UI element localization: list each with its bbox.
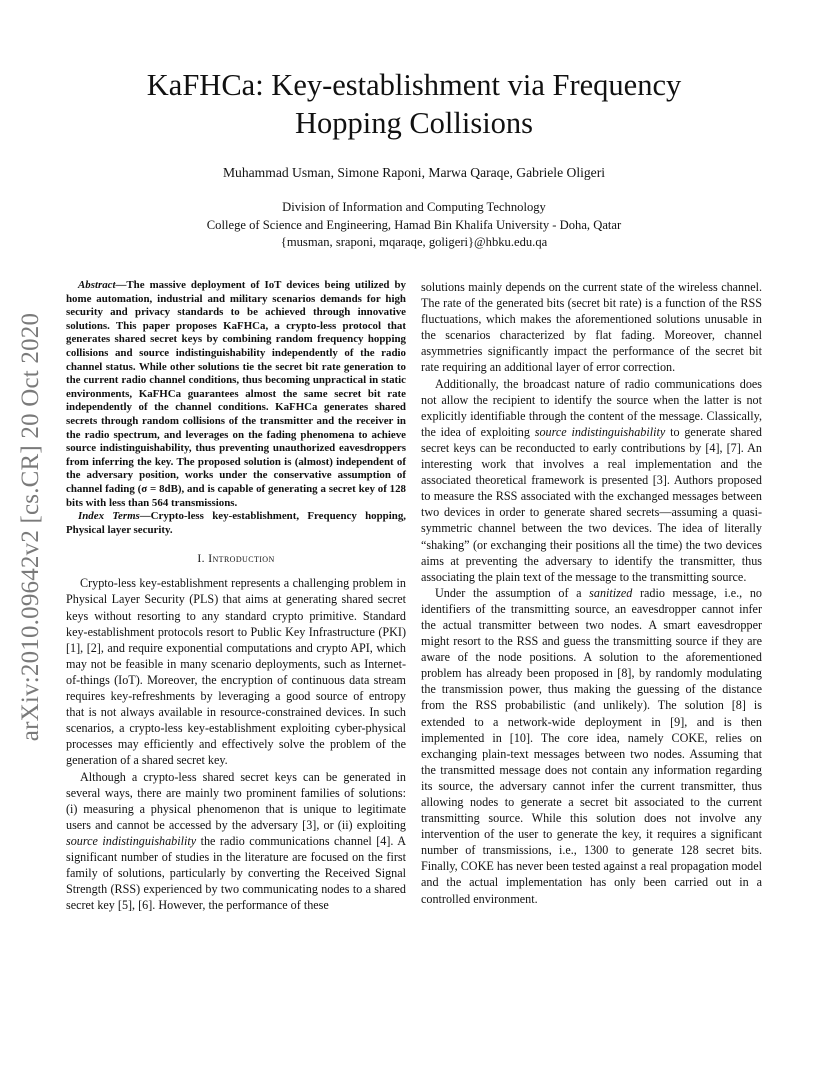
affiliation-emails: {musman, sraponi, mqaraqe, goligeri}@hbku.edu.qa: [280, 235, 548, 249]
intro-paragraph-3: solutions mainly depends on the current state of the wireless channel. The rate of the generated bits (secret bit rate) is a function of the RSS fluctuations, which makes the aforementioned solutions unusable in the scenarios characterized by flat fading. Moreover, channel asymmetries significantly impact the performance of the secret bit rate requiring an additional layer of error correction.: [421, 280, 762, 375]
affiliation-college: College of Science and Engineering, Hamad Bin Khalifa University - Doha, Qatar: [206, 217, 622, 232]
paragraph-text: Under the assumption of a: [435, 585, 590, 600]
title-line-2: Hopping Collisions: [294, 106, 534, 140]
abstract: [66, 279, 406, 510]
paragraph-text: Although a crypto-less shared secret keys can be generated in several ways, there are mainly two prominent families of solutions: (i) measuring a physical phenomenon that is unique to legitimate users and cannot be accessed by the adversary [3], or (ii) exploiting: [66, 769, 406, 832]
emphasis-text: source indistinguishability: [534, 424, 666, 439]
affiliation-block: [60, 199, 768, 252]
title-line-1: KaFHCa: Key-establishment via Frequency: [146, 68, 682, 102]
emphasis-text: source indistinguishability: [66, 833, 197, 848]
arxiv-identifier-text: arXiv:2010.09642v2 [cs.CR] 20 Oct 2020: [17, 312, 45, 742]
index-terms-label: Index Terms: [78, 510, 140, 523]
paragraph-text: the radio communications channel [4]. A significant number of studies in the literature are focused on the first family of solutions, particularly by converting the Received Signal Strength (RSS) experienced by two communicating nodes to a shared secret key [5], [6]. However, the performance of these: [66, 833, 406, 913]
abstract-text: —The massive deployment of IoT devices being utilized by home automation, industrial and military scenarios demands for high security and privacy standards to be achieved through innovative solutions. This paper proposes KaFHCa, a crypto-less protocol that generates shared secret keys by combining random frequency hopping collisions and source indistinguishability independently of the radio channel status. While other solutions tie the secret bit rate generation to the current radio channel conditions, thus becoming unpractical in static environments, KaFHCa guarantees almost the same secret bit rate independently of the channel conditions. KaFHCa generates shared secrets through random collisions of the transmitter and the receiver in the radio spectrum, and leverages on the fading phenomena to achieve source indistinguishability, thus preventing unauthorized eavesdroppers from inferring the key. The proposed solution is (almost) independent of the adversary position, works under the conservative assumption of channel fading (σ = 8dB), and is capable of generating a secret key of 128 bits with less than 564 transmissions.: [66, 279, 406, 509]
index-terms: [66, 510, 406, 537]
paragraph-text: Additionally, the broadcast nature of radio communications does not allow the recipient to identify the source when the latter is not explicitly identifiable through the content of the message. Classically, the idea of exploiting: [421, 376, 762, 439]
emphasis-text: sanitized: [589, 585, 633, 600]
intro-paragraph-4: [421, 376, 762, 585]
section-number: I.: [197, 552, 205, 566]
intro-paragraph-2: [66, 769, 406, 914]
arxiv-identifier-stamp: [17, 292, 45, 762]
paper-title-block: [60, 66, 768, 142]
intro-paragraph-1: Crypto-less key-establishment represents a challenging problem in Physical Layer Security (PLS) that aims at generating shared secret keys without resorting to any standard crypto primitive. Standard key-establishment protocols resort to Public Key Infrastructure (PKI) [1], [2], and require exponential computations and crypto API, which may not be feasible in many scenario deployments, such as Internet-of-things (IoT). Moreover, the encryption of continuous data stream requires key-refreshments by leveraging a good source of entropy that is not always available in resource-constrained devices. In such scenarios, a crypto-less key-establishment exploiting cyber-physical processes may efficiently and effectively solve the problem of the generation of a shared secret key.: [66, 576, 406, 768]
intro-paragraph-5: [421, 585, 762, 907]
paragraph-text: radio message, i.e., no identifiers of the transmitting source, an eavesdropper cannot infer the actual transmitter between two nodes. A smart eavesdropper might resort to the RSS and guess the transmitting source if they are aware of the node positions. A solution to the aforementioned problem has already been proposed in [8], by randomly modulating the transmission power, thus making the guessing of the distance from the RSS probabilistic (and unlikely). The solution [8] is extended to a network-wide deployment in [9], and is then implemented in [10]. The core idea, namely COKE, relies on exchanging plain-text messages between two nodes. Assuming that the transmitted message does not contain any information regarding its source, the adversary cannot infer the current transmitter, thus allowing nodes to generate a secret bit associated to the current transmitting source. While this solution does not involve any intervention of the user to generate the key, it requires a significant number of transmissions, i.e., 1300 to generate 128 secret bits. Finally, COKE has never been tested against a real propagation model and the actual implementation has only been carried out in a controlled environment.: [421, 585, 762, 906]
author-list: Muhammad Usman, Simone Raponi, Marwa Qaraqe, Gabriele Oligeri: [222, 165, 606, 180]
abstract-label: Abstract: [78, 279, 116, 291]
paragraph-text: to generate shared secret keys can be reconducted to early contributions by [4], [7]. An interesting work that involves a real implementation and the associated theoretical framework is presented [3]. Authors proposed to measure the RSS associated with the exchanged messages between two devices in order to generate shared secrets—assuming a quasi-symmetric channel between the two devices. The idea of literally “shaking” (or exchanging their positions all the time) the two devices aims at preventing the adversary to identify the transmitter, thus associating the plain text of the message to the transmitting source.: [421, 424, 762, 584]
section-title: Introduction: [208, 552, 275, 566]
affiliation-division: Division of Information and Computing Technology: [282, 200, 546, 214]
right-column: [421, 279, 762, 907]
left-column: [66, 279, 406, 913]
index-terms-text: —Crypto-less key-establishment, Frequency hopping, Physical layer security.: [66, 510, 406, 536]
paper-title: [60, 66, 768, 142]
section-heading-introduction: [66, 551, 406, 567]
